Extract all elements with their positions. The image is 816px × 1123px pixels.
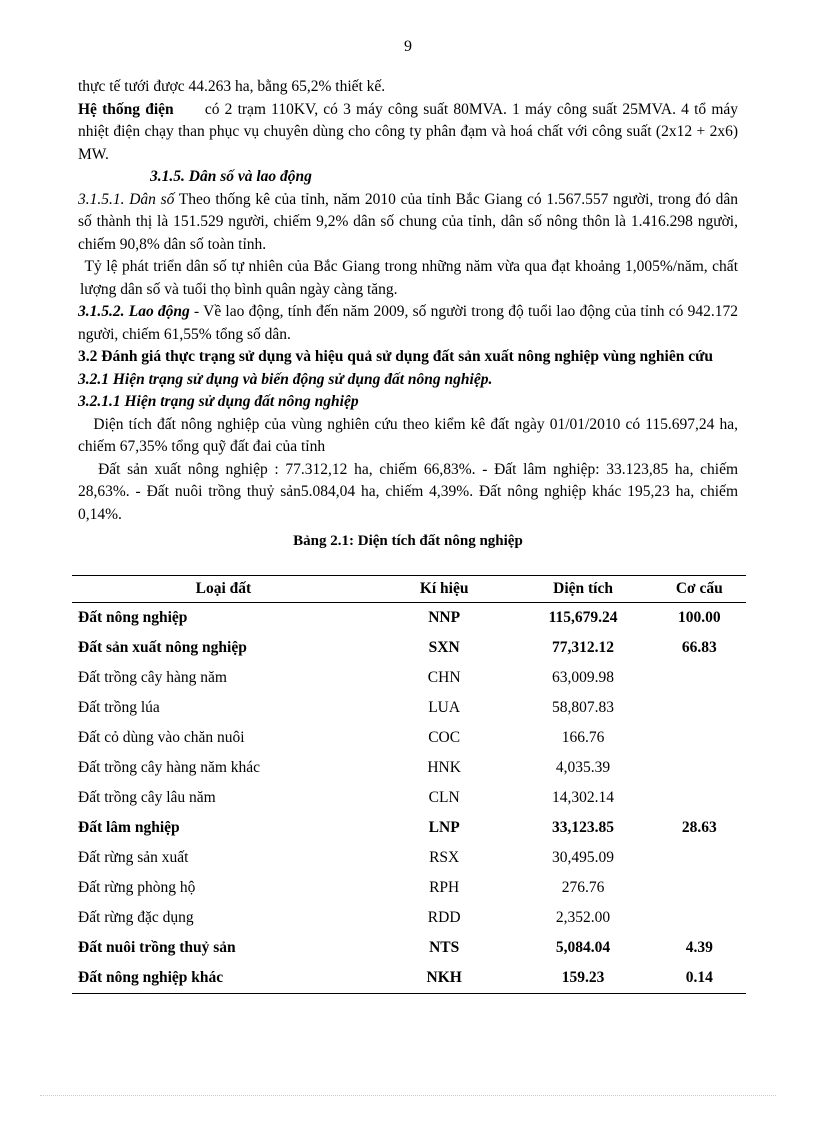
- cell-name: Đất trồng lúa: [78, 699, 160, 716]
- cell-name: Đất rừng sản xuất: [78, 849, 189, 866]
- cell-name: Đất trồng cây hàng năm: [78, 669, 227, 686]
- table-title: Bảng 2.1: Diện tích đất nông nghiệp: [293, 533, 523, 549]
- cell-share: [653, 663, 746, 693]
- cell-area: 30,495.09: [552, 849, 615, 866]
- population-label: 3.1.5.1. Dân số: [78, 190, 175, 208]
- document-body: [78, 76, 738, 550]
- table-row: [72, 813, 746, 843]
- cell-name: Đất trồng cây hàng năm khác: [78, 759, 261, 776]
- table-row: [72, 663, 746, 693]
- cell-code: LNP: [428, 819, 460, 836]
- heading-3-1-5: 3.1.5. Dân số và lao động: [150, 168, 312, 185]
- cell-code: LUA: [428, 699, 461, 716]
- cell-area: 33,123.85: [552, 819, 615, 836]
- cell-area: 4,035.39: [555, 759, 611, 776]
- table-row: [72, 633, 746, 663]
- table-row: [72, 753, 746, 783]
- header-share: Cơ cấu: [653, 576, 746, 603]
- cell-code: COC: [428, 729, 461, 746]
- growth-text: Tỷ lệ phát triển dân số tự nhiên của Bắc Giang trong những năm vừa qua đạt khoảng 1,005%/năm, chất lượng dân số và tuổi thọ bình quân ngày càng tăng.: [80, 258, 738, 298]
- cell-area: 166.76: [561, 729, 605, 746]
- table-header-row: [72, 576, 746, 603]
- population-paragraph: [78, 189, 738, 257]
- cell-code: RPH: [429, 879, 460, 896]
- page-number: 9: [404, 38, 412, 55]
- cell-share: 0.14: [653, 963, 746, 994]
- header-code: Kí hiệu: [375, 576, 514, 603]
- growth-paragraph: [78, 256, 738, 301]
- header-area: Diện tích: [514, 576, 653, 603]
- heading-3-2-1: 3.2.1 Hiện trạng sử dụng và biến động sử dụng đất nông nghiệp.: [78, 370, 493, 388]
- power-paragraph: [78, 99, 738, 167]
- cell-share: 100.00: [677, 609, 721, 626]
- cell-code: SXN: [428, 639, 460, 656]
- cell-code: NKH: [375, 963, 514, 994]
- page-bottom-rule: [40, 1095, 776, 1096]
- cell-code: CHN: [427, 669, 461, 686]
- table-row: [72, 603, 746, 634]
- cell-area: 5,084.04: [555, 939, 611, 956]
- cell-name: Đất nông nghiệp khác: [72, 963, 375, 994]
- table-row: [72, 963, 746, 994]
- header-land-type: Loại đất: [72, 576, 375, 603]
- cell-share: [653, 873, 746, 903]
- cell-share: 28.63: [681, 819, 717, 836]
- cell-name: Đất cỏ dùng vào chăn nuôi: [78, 729, 245, 746]
- cell-area: 2,352.00: [555, 909, 611, 926]
- cell-area: 115,679.24: [548, 609, 618, 626]
- table-row: [72, 783, 746, 813]
- table-row: [72, 933, 746, 963]
- area-paragraph-1: [78, 414, 738, 459]
- cell-code: NNP: [428, 609, 461, 626]
- table-row: [72, 903, 746, 933]
- power-text-a: có 2 trạm 110KV, có 3 máy công suất 80MVA. 1 máy công suất: [204, 100, 618, 118]
- area-paragraph-2: [78, 459, 738, 527]
- cell-area: 58,807.83: [552, 699, 615, 716]
- labor-paragraph: [78, 301, 738, 346]
- cell-code: RDD: [427, 909, 461, 926]
- cell-name: Đất trồng cây lâu năm: [78, 789, 216, 806]
- cell-name: Đất sản xuất nông nghiệp: [78, 639, 247, 656]
- cell-share: 4.39: [685, 939, 713, 956]
- cell-name: Đất nuôi trồng thuỷ sản: [78, 939, 236, 956]
- heading-3-2-1-1: 3.2.1.1 Hiện trạng sử dụng đất nông nghiệp: [78, 393, 359, 410]
- table-row: [72, 723, 746, 753]
- power-text-b: 25MVA. 4 tổ máy nhiệt điện chạy than phục vụ chuyên dùng cho công ty phân đạm và hoá chất với công suất (2x12 + 2x6) MW.: [78, 100, 739, 163]
- cell-code: RSX: [429, 849, 460, 866]
- cell-name: Đất rừng phòng hộ: [78, 879, 196, 896]
- table-row: [72, 843, 746, 873]
- cell-area: 276.76: [561, 879, 605, 896]
- cell-code: CLN: [428, 789, 460, 806]
- cell-name: Đất nông nghiệp: [78, 609, 188, 626]
- cell-share: [653, 753, 746, 783]
- area-paragraph-1-text: Diện tích đất nông nghiệp của vùng nghiên cứu theo kiểm kê đất ngày 01/01/2010 có 115.697,24 ha, chiếm 67,35% tổng quỹ đất đai của tỉnh: [78, 415, 739, 455]
- cell-share: [653, 693, 746, 723]
- table-row: [72, 693, 746, 723]
- heading-3-2: 3.2 Đánh giá thực trạng sử dụng và hiệu quả sử dụng đất sản xuất nông nghiệp vùng nghiên cứu: [78, 348, 714, 365]
- cell-code: NTS: [429, 939, 460, 956]
- area-paragraph-2-text: Đất sản xuất nông nghiệp : 77.312,12 ha, chiếm 66,83%. - Đất lâm nghiệp: 33.123,85 ha, chiếm 28,63%. - Đất nuôi trồng thuỷ sản5.084,04 ha, chiếm 4,39%. Đất nông nghiệp khác 195,23 ha, chiếm 0,14%.: [78, 460, 739, 523]
- cell-share: [653, 723, 746, 753]
- cell-share: 66.83: [681, 639, 717, 656]
- cell-area: 63,009.98: [552, 669, 615, 686]
- cell-share: [653, 843, 746, 873]
- irrigation-line: thực tế tưới được 44.263 ha, bằng 65,2% thiết kế.: [78, 78, 386, 95]
- labor-text: - Về lao động, tính đến năm 2009, số người trong độ tuổi lao động của tỉnh có 942.172 người, chiếm 61,55% tổng số dân.: [78, 303, 738, 343]
- cell-share: [653, 783, 746, 813]
- cell-area: 14,302.14: [552, 789, 615, 806]
- cell-name: Đất lâm nghiệp: [78, 819, 180, 836]
- cell-area: 77,312.12: [552, 639, 615, 656]
- cell-area: 159.23: [514, 963, 653, 994]
- labor-label: 3.1.5.2. Lao động: [78, 303, 190, 320]
- cell-share: [653, 903, 746, 933]
- population-text: Theo thống kê của tỉnh, năm 2010 của tỉnh Bắc Giang có 1.567.557 người, trong đó dân số thành thị là 151.529 người, chiếm 9,2% dân số chung của tỉnh, dân số nông thôn là 1.416.298 người, chiếm 90,8% dân số toàn tỉnh.: [78, 190, 738, 253]
- cell-name: Đất rừng đặc dụng: [78, 909, 194, 926]
- power-label: Hệ thống điện: [78, 100, 174, 118]
- cell-code: HNK: [427, 759, 461, 776]
- agricultural-land-table: [72, 575, 746, 994]
- table-row: [72, 873, 746, 903]
